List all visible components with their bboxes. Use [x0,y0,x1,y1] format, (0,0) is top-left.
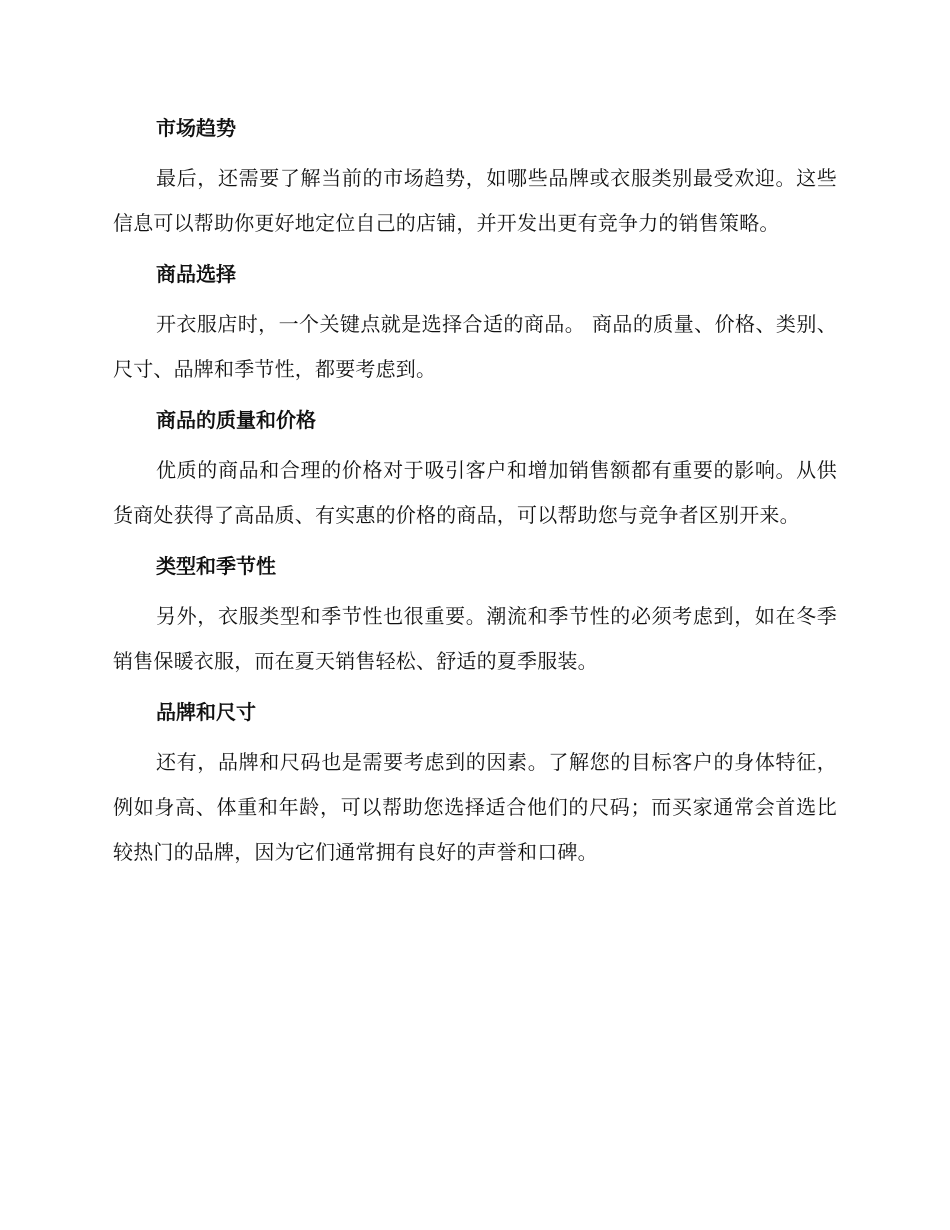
section-heading: 商品的质量和价格 [156,408,316,432]
section-paragraph: 还有，品牌和尺码也是需要考虑到的因素。了解您的目标客户的身体特征，例如身高、体重和年龄，可以帮助您选择适合他们的尺码；而买家通常会首选比较热门的品牌，因为它们通常拥有良好的声誉和口碑。 [113,750,837,864]
section-brand-and-size [113,692,837,875]
section-paragraph: 优质的商品和合理的价格对于吸引客户和增加销售额都有重要的影响。从供货商处获得了高品质、有实惠的价格的商品，可以帮助您与竞争者区别开来。 [113,458,837,527]
section-market-trends [113,108,837,246]
section-heading: 商品选择 [156,262,236,286]
section-quality-and-price [113,400,837,538]
document-page [113,108,837,883]
section-type-and-season [113,546,837,684]
section-paragraph: 最后，还需要了解当前的市场趋势，如哪些品牌或衣服类别最受欢迎。这些信息可以帮助你更好地定位自己的店铺，并开发出更有竞争力的销售策略。 [113,166,837,235]
section-paragraph: 开衣服店时，一个关键点就是选择合适的商品。 商品的质量、价格、类别、尺寸、品牌和季节性，都要考虑到。 [113,312,837,381]
section-paragraph: 另外，衣服类型和季节性也很重要。潮流和季节性的必须考虑到，如在冬季销售保暖衣服，而在夏天销售轻松、舒适的夏季服装。 [113,604,837,673]
section-heading: 品牌和尺寸 [156,700,256,724]
section-heading: 类型和季节性 [156,554,276,578]
section-heading: 市场趋势 [156,116,236,140]
section-product-selection [113,254,837,392]
